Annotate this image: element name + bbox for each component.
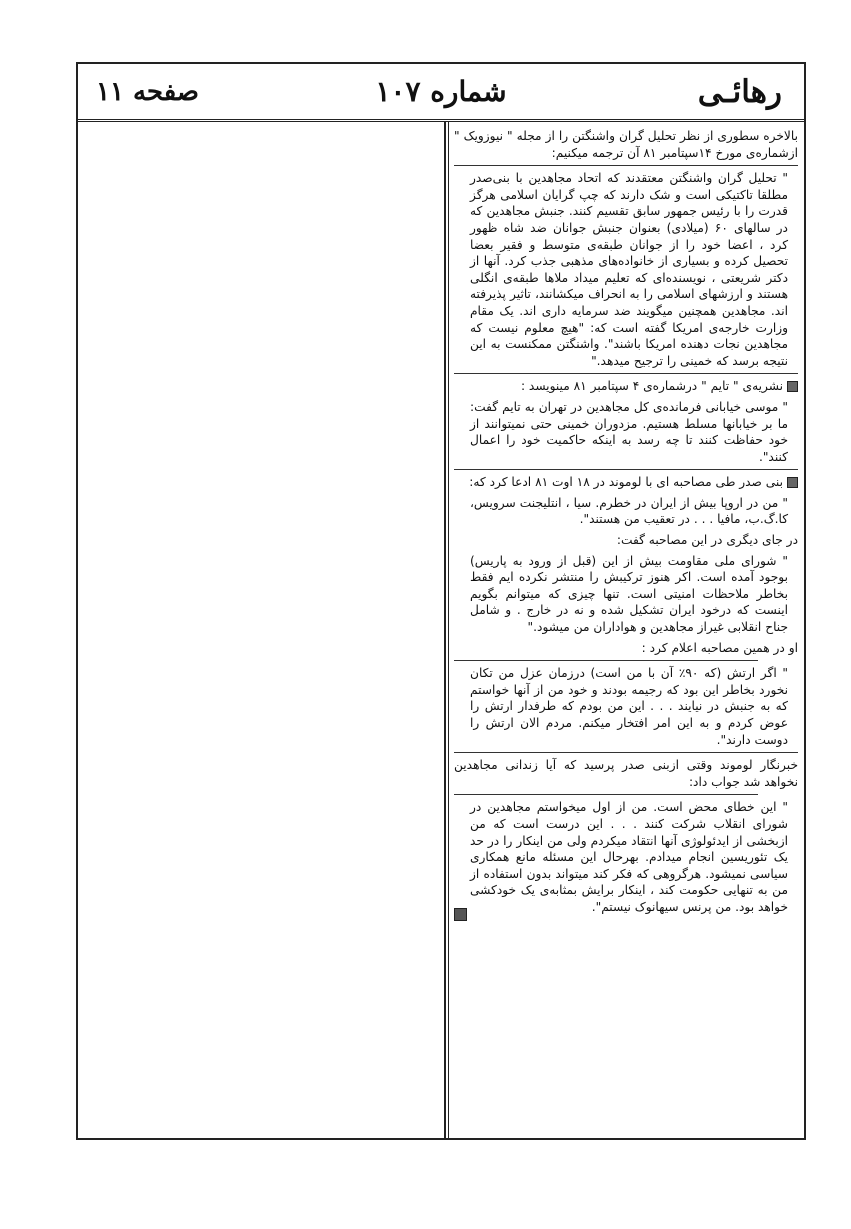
intro-paragraph: بالاخره سطوری از نظر تحلیل گران واشنگتن را از مجله " نیوزویک " ازشماره‌ی مورخ ۱۴سپتامبر ۸۱ آن ترجمه میکنیم:: [454, 129, 798, 160]
reporter-paragraph: خبرنگار لوموند وقتی ازبنی صدر پرسید که آیا زندانی مجاهدین نخواهد شد جواب داد:: [454, 758, 798, 789]
final-quote: " این خطای محض است. من از اول میخواستم مجاهدین در شورای انقلاب شرکت کنند . . . این درست است که من ازبخشی از ایدئولوژی آنها انتقاد میکردم ولی من اینکار را در حد یک تئوریسین انجام میدادم. بهرحال این مسئله مانع همکاری سیاسی نمیشود. هرگروهی که فکر کند میتواند بدون استفاده از من به تنهایی حکومت کند ، اینکار برایش بمثابه‌ی یک خودکشی خواهد بود. من پرنس سیهانوک نیستم".: [470, 800, 788, 914]
blank-left-column: [78, 122, 444, 1138]
separator-line: [454, 373, 798, 374]
banisadr-quote-2: " شورای ملی مقاومت بیش از این (قبل از ورود به پاریس) بوجود آمده است. اکر هنوز ترکیبش را منتشر نکرده ایم فقط بخاطر ملاحظات امنیتی است. تنها چیزی که میتوانم بگویم اینست که درخود ایران تشکیل شده و نه در خارج . و شامل جناح انقلابی غیراز مجاهدین و هواداران من میشود.": [470, 553, 788, 635]
bullet-square-icon: [787, 381, 798, 392]
time-paragraph: [454, 378, 798, 395]
separator-line: [454, 469, 798, 470]
banisadr-quote-1: " من در اروپا بیش از ایران در خطرم. سیا ، انتلیجنت سرویس، کا.گ.ب، مافیا . . . در تعقیب من هستند".: [470, 495, 788, 527]
banisadr-paragraph: [454, 474, 798, 491]
banisadr-transition: در جای دیگری در این مصاحبه گفت:: [616, 533, 798, 548]
bullet-square-icon: [787, 477, 798, 488]
end-square-icon: [454, 908, 467, 921]
banisadr-intro-text: بنی صدر طی مصاحبه ای با لوموند در ۱۸ اوت ۸۱ ادعا کرد که:: [469, 475, 783, 490]
separator-line: [454, 165, 798, 166]
publication-title: رهائـی: [697, 74, 782, 110]
time-quote: " موسی خیابانی فرمانده‌ی کل مجاهدین در تهران به تایم گفت: ما بر خیابانها مسلط هستیم. مزدوران خمینی حتی نمیتوانند از خود حفاظت کنند تا چه رسد به اینکه حاکمیت خود را اعمال کنند".: [470, 399, 788, 464]
page-header: [78, 64, 804, 122]
column-divider: [444, 122, 449, 1138]
issue-number: شماره ۱۰۷: [375, 75, 507, 108]
page-number: صفحه ۱۱: [96, 77, 199, 107]
page-frame: [76, 62, 806, 1140]
banisadr-quote-3: " اگر ارتش (که ۹۰٪ آن با من است) درزمان عزل من تکان نخورد بخاطر این بود که رجیمه بودند و خود من از آنها خواستم که به جنبش در نیایند . . . این من بودم که طرفدار ارتش را عوض کردم و به این امر افتخار میکنم. مردم الان ارتش را دوست دارند".: [470, 666, 788, 747]
time-intro-text: نشریه‌ی " تایم " درشماره‌ی ۴ سپتامبر ۸۱ مینویسد :: [520, 379, 783, 394]
article-column: [454, 128, 798, 1134]
separator-line: [454, 794, 758, 795]
banisadr-transition-2: او در همین مصاحبه اعلام کرد :: [641, 640, 798, 655]
newsweek-quote: " تحلیل گران واشنگتن معتقدند که اتحاد مجاهدین با بنی‌صدر مطلقا تاکتیکی است و شک دارند که چپ گرایان اسلامی هرگز قدرت را با رئیس جمهور سابق تقسیم کنند. جنبش مجاهدین که در سالهای ۶۰ (میلادی) بعنوان جنبش جوانان ضد شاه ظهور کرد ، اعضا خود را از جوانان طبقه‌ی متوسط و فقیر بعضا تحصیل کرده و بسیاری از خانواده‌های مذهبی جذب کرد. آنها از دکتر شریعتی ، نویسنده‌ای که تعلیم میداد ملاها طبقه‌ی انگلی هستند و ارزشهای اسلامی را به انحراف میکشانند، تاثیر پذیرفته اند. مجاهدین همچنین میگویند ضد سرمایه داری اند. یک مقام وزارت خارجه‌ی امریکا گفته است که: "هیچ معلوم نیست که مجاهدین نجات دهنده امریکا باشند". واشنگتن ممکنست به این نتیجه برسد که خمینی را ترجیح میدهد.": [470, 171, 788, 368]
separator-line: [454, 752, 798, 753]
separator-line: [454, 660, 758, 661]
